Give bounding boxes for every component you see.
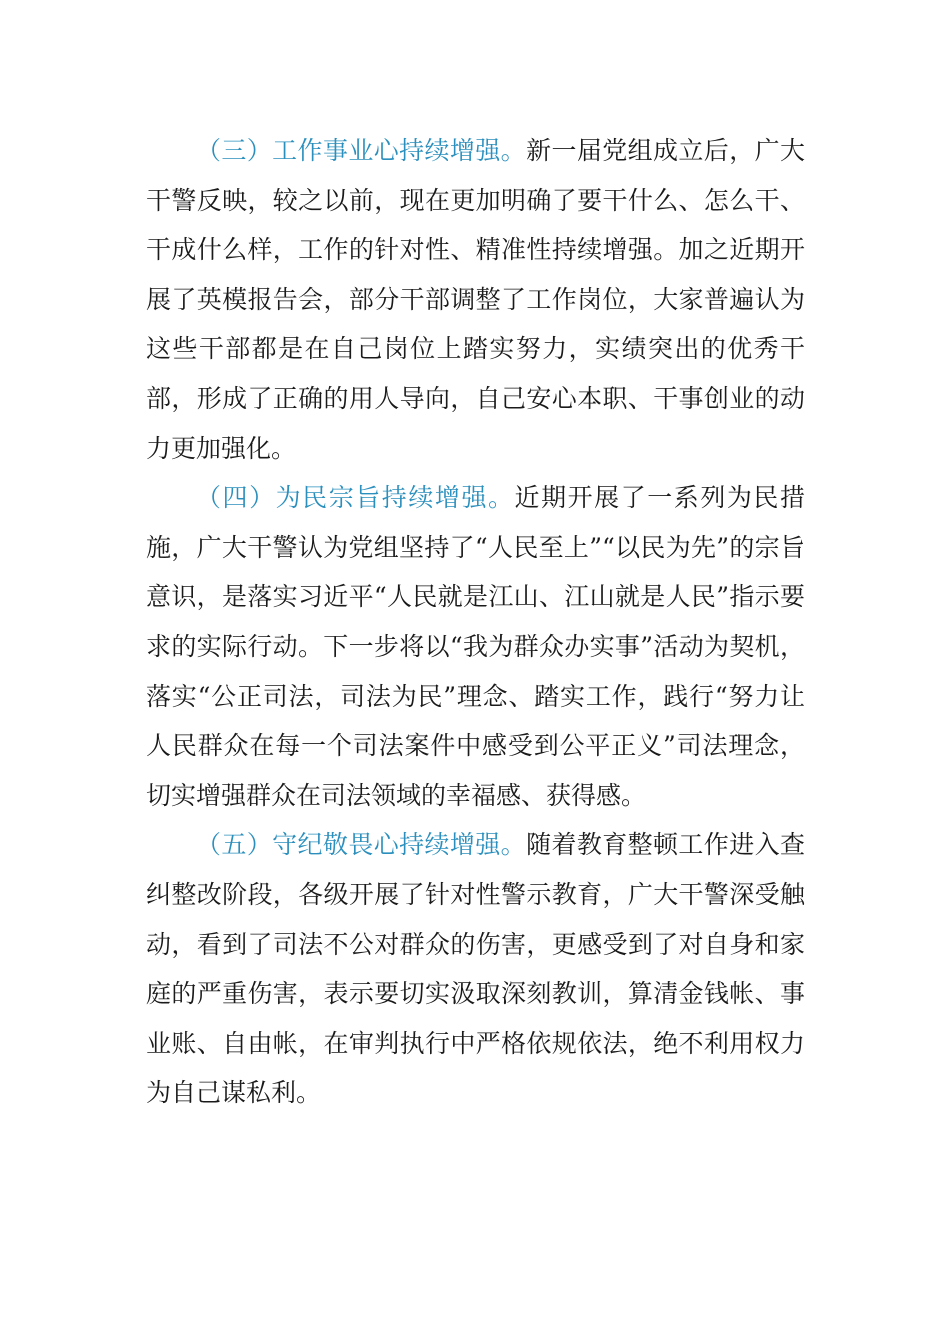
paragraph-five <box>146 820 805 1118</box>
document-page <box>146 126 805 1118</box>
paragraph-three-body: 新一届党组成立后，广大干警反映，较之以前，现在更加明确了要干什么、怎么干、干成什么样，工作的针对性、精准性持续增强。加之近期开展了英模报告会，部分干部调整了工作岗位，大家普遍认为这些干部都是在自己岗位上踏实努力，实绩突出的优秀干部，形成了正确的用人导向，自己安心本职、干事创业的动力更加强化。 <box>146 136 805 463</box>
paragraph-four-heading: （四）为民宗旨持续增强。 <box>196 483 515 513</box>
paragraph-five-heading: （五）守纪敬畏心持续增强。 <box>196 830 527 860</box>
paragraph-four <box>146 473 805 820</box>
paragraph-four-body: 近期开展了一系列为民措施，广大干警认为党组坚持了“人民至上”“以民为先”的宗旨意识，是落实习近平“人民就是江山、江山就是人民”指示要求的实际行动。下一步将以“我为群众办实事”活动为契机，落实“公正司法，司法为民”理念、踏实工作，践行“努力让人民群众在每一个司法案件中感受到公平正义”司法理念，切实增强群众在司法领域的幸福感、获得感。 <box>146 483 805 810</box>
paragraph-five-body: 随着教育整顿工作进入查纠整改阶段，各级开展了针对性警示教育，广大干警深受触动，看到了司法不公对群众的伤害，更感受到了对自身和家庭的严重伤害，表示要切实汲取深刻教训，算清金钱帐、事业账、自由帐，在审判执行中严格依规依法，绝不利用权力为自己谋私利。 <box>146 830 805 1108</box>
paragraph-three-heading: （三）工作事业心持续增强。 <box>196 136 527 165</box>
paragraph-three <box>146 126 805 473</box>
